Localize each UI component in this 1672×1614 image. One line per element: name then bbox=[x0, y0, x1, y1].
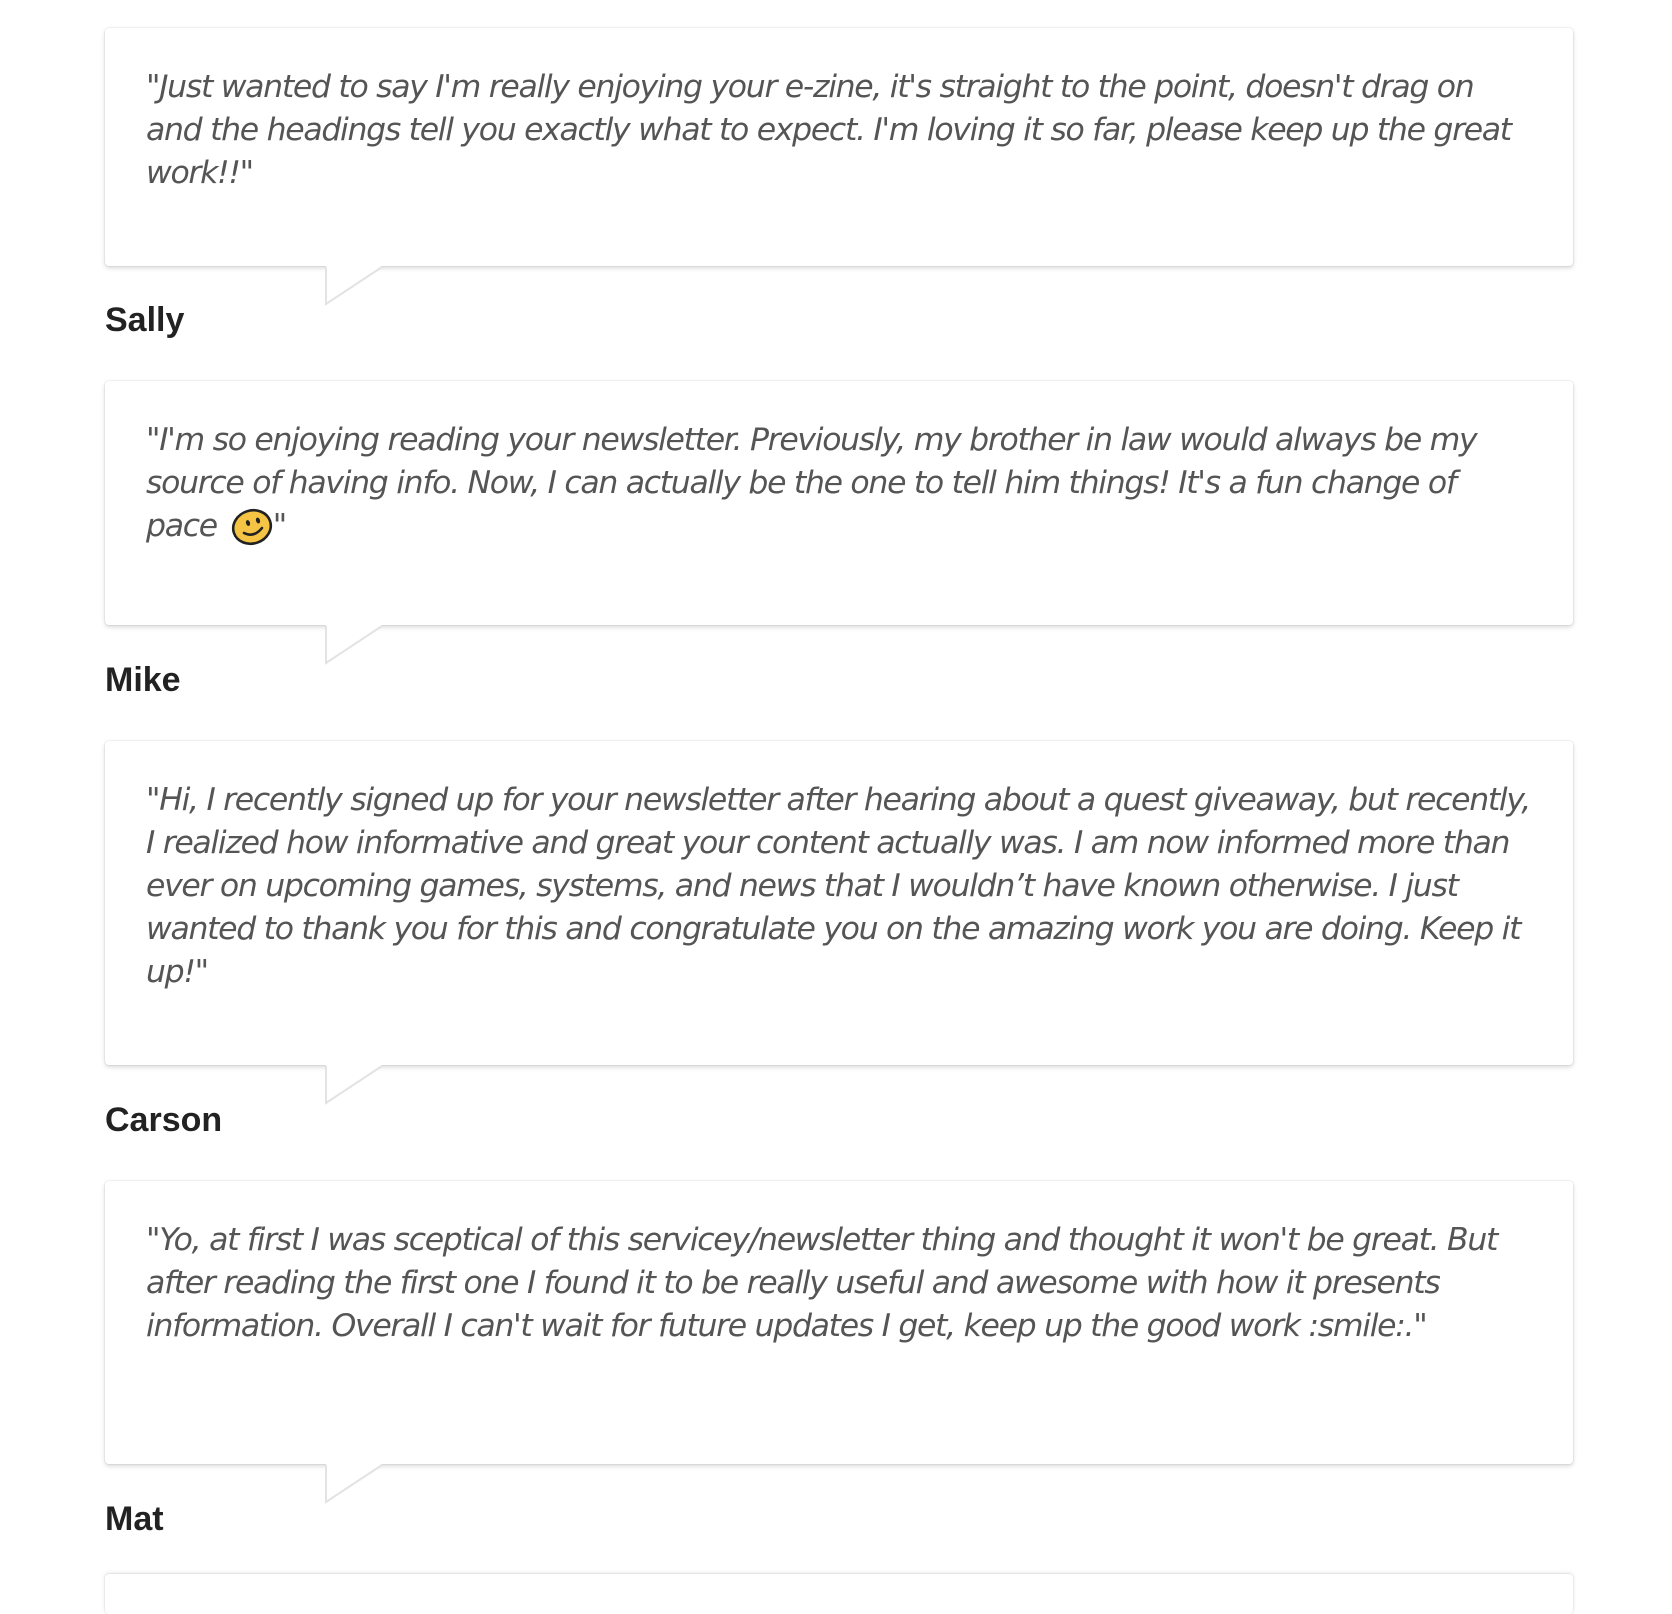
testimonial-quote bbox=[146, 419, 1533, 548]
testimonial-card bbox=[105, 741, 1573, 1139]
quote-text: "I'm so enjoying reading your newsletter. Previously, my brother in law would always be my source of having info. Now, I can actually be the one to tell him things! It's a fun change of pace bbox=[146, 422, 1477, 544]
speech-bubble bbox=[105, 1181, 1573, 1464]
testimonial-quote: "Hi, I recently signed up for your newsletter after hearing about a quest giveaway, but recently, I realized how informative and great your content actually was. I am now informed more than ever on upcoming games, systems, and news that I wouldn’t have known otherwise. I just wanted to thank you for this and congratulate you on the amazing work you are doing. Keep it up!" bbox=[146, 782, 1530, 990]
testimonial-author: Carson bbox=[105, 1101, 223, 1139]
testimonial-author: Mat bbox=[105, 1500, 164, 1538]
speech-bubble bbox=[105, 381, 1573, 625]
speech-bubble-tail bbox=[326, 1464, 382, 1502]
slightly-smiling-face-icon bbox=[231, 508, 273, 546]
speech-bubble-tail bbox=[326, 266, 382, 304]
testimonial-card bbox=[105, 381, 1573, 699]
quote-closing-mark: " bbox=[272, 508, 286, 544]
next-testimonial-card-edge bbox=[105, 1574, 1573, 1614]
testimonial-card bbox=[105, 28, 1573, 339]
testimonial-author: Mike bbox=[105, 661, 181, 699]
testimonial-card bbox=[105, 1181, 1573, 1538]
testimonial-quote: "Just wanted to say I'm really enjoying your e-zine, it's straight to the point, doesn't drag on and the headings tell you exactly what to expect. I'm loving it so far, please keep up the great work!!" bbox=[146, 69, 1511, 191]
speech-bubble bbox=[105, 741, 1573, 1065]
testimonial-quote: "Yo, at first I was sceptical of this servicey/newsletter thing and thought it won't be great. But after reading the first one I found it to be really useful and awesome with how it presents information. Overall I can't wait for future updates I get, keep up the good work :smile:." bbox=[146, 1222, 1498, 1344]
speech-bubble bbox=[105, 28, 1573, 266]
speech-bubble-tail bbox=[326, 1065, 382, 1103]
speech-bubble-tail bbox=[326, 625, 382, 663]
testimonial-author: Sally bbox=[105, 301, 185, 339]
